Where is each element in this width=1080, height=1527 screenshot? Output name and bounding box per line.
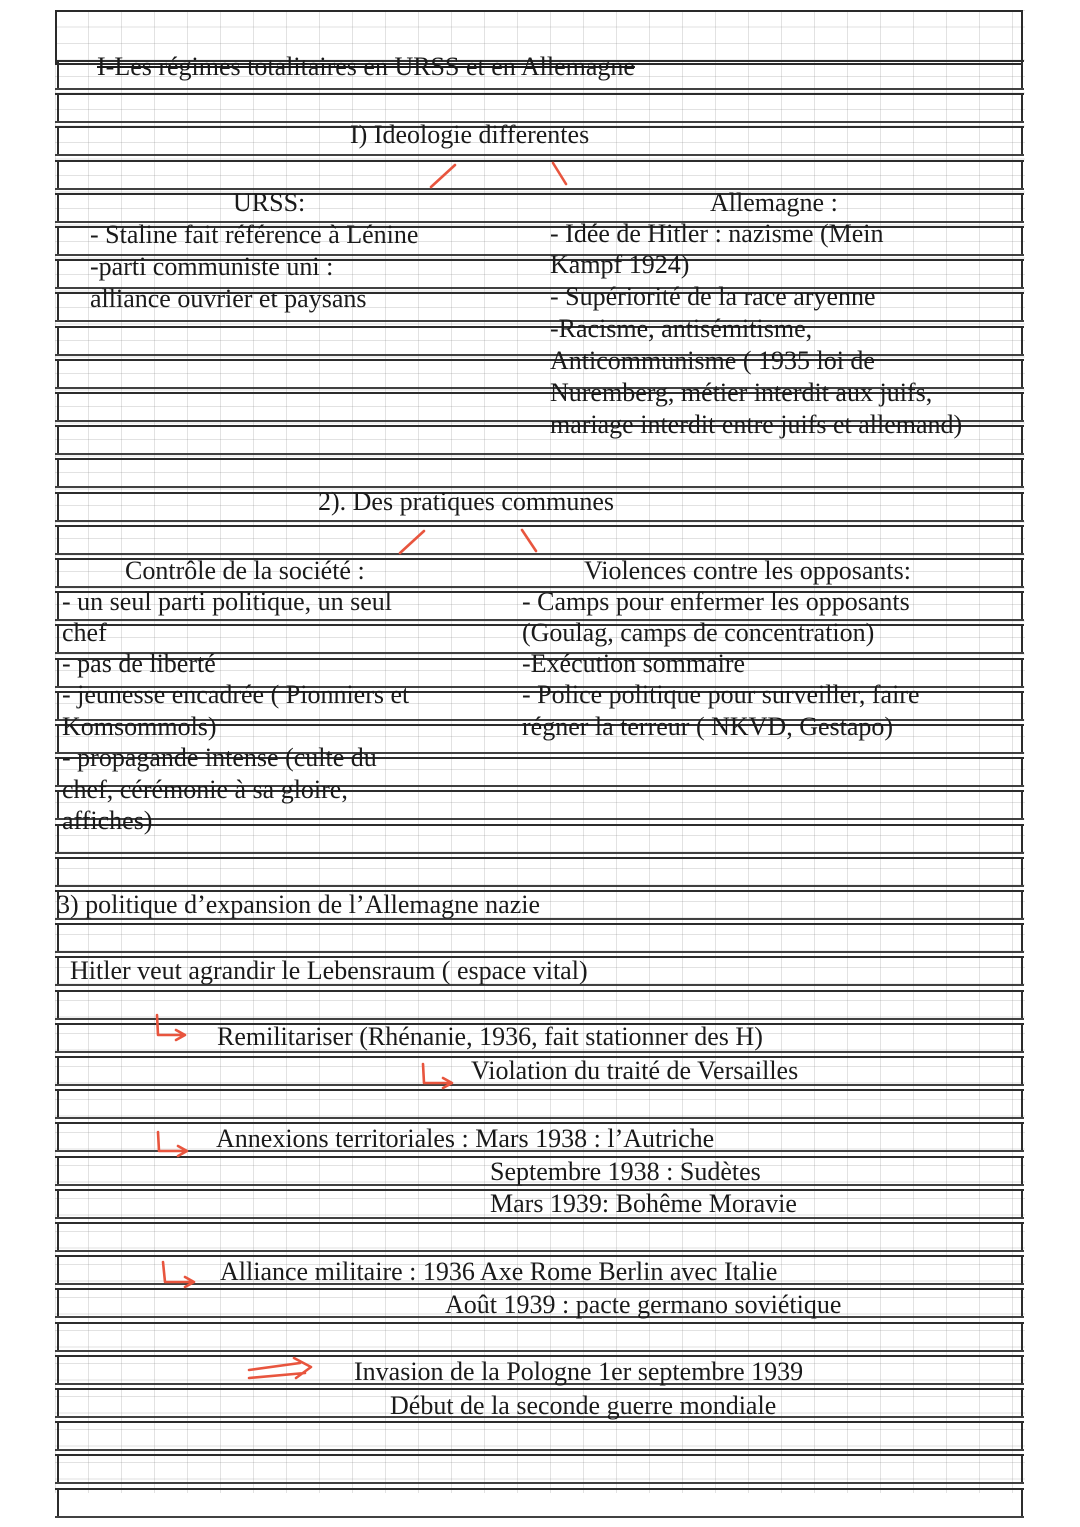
turn-arrow-icon <box>423 1064 452 1088</box>
pacte-line: Août 1939 : pacte germano soviétique <box>445 1290 842 1319</box>
allemagne-header: Allemagne : <box>710 188 838 217</box>
alliance-line: Alliance militaire : 1936 Axe Rome Berlin avec Italie <box>220 1257 778 1286</box>
split-left-arrow-icon <box>400 531 424 553</box>
violences-line: - Camps pour enfermer les opposants <box>522 587 910 616</box>
allemagne-line: mariage interdit entre juifs et allemand) <box>550 410 963 439</box>
annexions-line: Annexions territoriales : Mars 1938 : l’Autriche <box>216 1124 715 1153</box>
turn-arrow-icon <box>158 1132 187 1156</box>
allemagne-line: - Idée de Hitler : nazisme (Mein <box>550 219 884 248</box>
urss-line: alliance ouvrier et paysans <box>90 284 367 313</box>
violences-line: - Police politique pour surveiller, faire <box>522 680 920 709</box>
urss-line: -parti communiste uni : <box>90 252 334 281</box>
violences-header: Violences contre les opposants: <box>584 556 911 585</box>
sudetes-line: Septembre 1938 : Sudètes <box>490 1157 761 1186</box>
urss-line: - Staline fait référence à Lénine <box>90 220 419 249</box>
document-title: I-Les régimes totalitaires en URSS et en Allemagne <box>97 52 635 81</box>
allemagne-line: -Racisme, antisémitisme, <box>550 314 813 343</box>
section2-heading: 2). Des pratiques communes <box>318 487 615 516</box>
section3-intro: Hitler veut agrandir le Lebensraum ( espace vital) <box>70 956 588 985</box>
remilitariser-line: Remilitariser (Rhénanie, 1936, fait stationner des H) <box>217 1022 763 1051</box>
turn-arrow-icon <box>163 1262 194 1287</box>
split-right-arrow-icon <box>553 163 566 184</box>
debut-line: Début de la seconde guerre mondiale <box>390 1391 777 1420</box>
split-right-arrow-icon <box>522 530 536 551</box>
controle-line: affiches) <box>62 806 153 835</box>
allemagne-line: Nuremberg, métier interdit aux juifs, <box>550 378 933 407</box>
invasion-line: Invasion de la Pologne 1er septembre 1939 <box>354 1357 804 1386</box>
controle-line: - pas de liberté <box>62 649 216 678</box>
split-left-arrow-icon <box>431 165 455 187</box>
controle-line: - jeunesse encadrée ( Pionniers et <box>62 680 410 709</box>
double-arrow-icon <box>249 1358 311 1378</box>
turn-arrow-icon <box>157 1015 185 1040</box>
urss-header: URSS: <box>233 188 306 217</box>
controle-line: chef <box>62 618 107 647</box>
violences-line: (Goulag, camps de concentration) <box>522 618 875 647</box>
controle-line: Komsommols) <box>62 712 217 741</box>
boheme-line: Mars 1939: Bohême Moravie <box>490 1189 797 1218</box>
violences-line: -Exécution sommaire <box>522 649 746 678</box>
section1-heading: I) Ideologie differentes <box>350 120 590 149</box>
controle-line: - un seul parti politique, un seul <box>62 587 393 616</box>
violation-line: Violation du traité de Versailles <box>471 1056 799 1085</box>
violences-line: régner la terreur ( NKVD, Gestapo) <box>522 712 894 741</box>
controle-line: - propagande intense (culte du <box>62 743 377 772</box>
allemagne-line: Kampf 1924) <box>550 250 690 279</box>
section3-heading: 3) politique d’expansion de l’Allemagne nazie <box>57 890 541 919</box>
controle-header: Contrôle de la société : <box>125 556 365 585</box>
allemagne-line: Anticommunisme ( 1935 loi de <box>550 346 875 375</box>
controle-line: chef, cérémonie à sa gloire, <box>62 775 348 804</box>
allemagne-line: - Supériorité de la race aryenne <box>550 282 876 311</box>
